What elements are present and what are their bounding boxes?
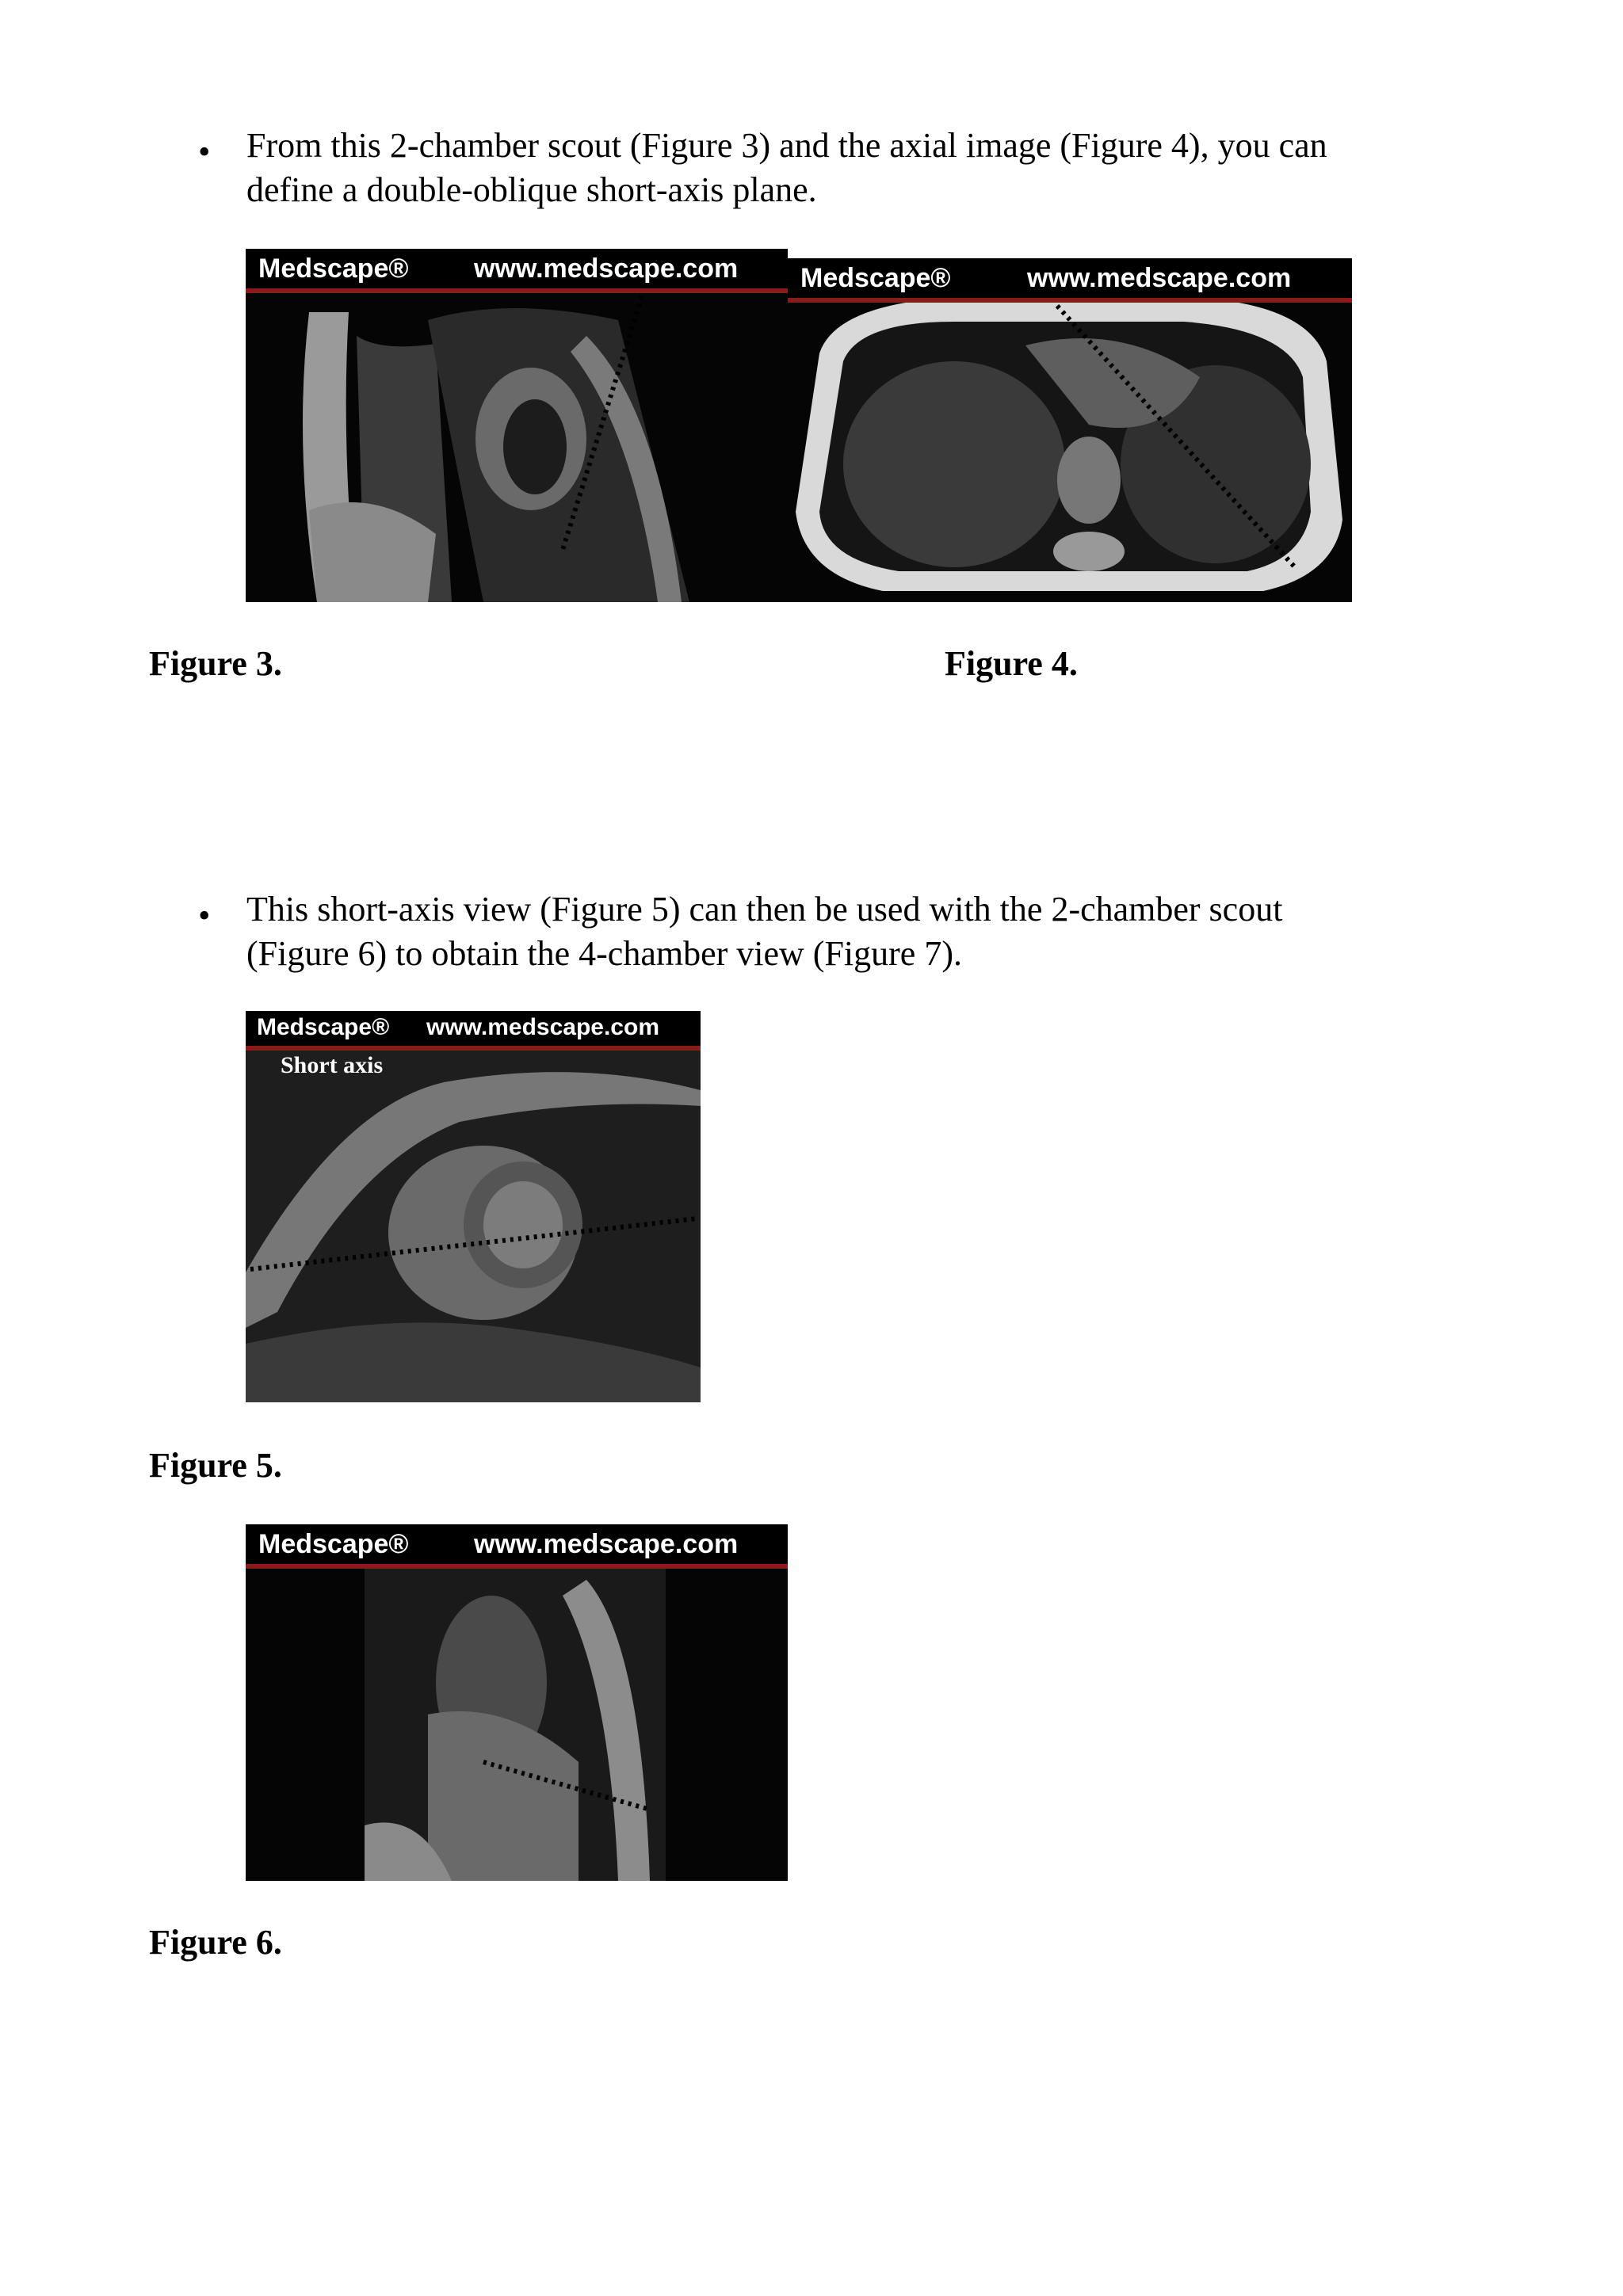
figure-6-banner <box>246 1524 788 1569</box>
figure-6-banner-rule <box>246 1564 788 1569</box>
figure-4-brand: Medscape® <box>800 263 951 293</box>
figure-4-image <box>788 258 1352 602</box>
figure-5-caption: Figure 5. <box>149 1446 282 1485</box>
paragraph-2-line-2: (Figure 6) to obtain the 4-chamber view (Figure 7). <box>246 934 962 973</box>
paragraph-1 <box>246 124 1483 212</box>
figure-3-banner-rule <box>246 288 788 293</box>
figure-5-label: Short axis <box>281 1052 384 1078</box>
figure-4-banner <box>788 258 1352 303</box>
figure-4-caption: Figure 4. <box>945 644 1078 683</box>
paragraph-2 <box>246 887 1483 976</box>
figure-6-caption: Figure 6. <box>149 1923 282 1962</box>
figure-3-caption: Figure 3. <box>149 644 282 683</box>
paragraph-1-line-2: define a double-oblique short-axis plane. <box>246 170 817 209</box>
figure-5-image <box>246 1011 701 1402</box>
figure-5-banner <box>246 1011 701 1051</box>
figure-3-mri <box>246 249 788 602</box>
figure-5-banner-rule <box>246 1046 701 1051</box>
figure-4-mri <box>788 258 1352 602</box>
figure-6-brand: Medscape® <box>258 1529 409 1559</box>
figure-5-url: www.medscape.com <box>426 1014 659 1040</box>
figure-3-banner <box>246 249 788 293</box>
figure-4-banner-rule <box>788 298 1352 303</box>
bullet-marker: • <box>198 132 211 171</box>
figure-6-image <box>246 1524 788 1881</box>
figure-4-url: www.medscape.com <box>1027 263 1292 293</box>
bullet-marker: • <box>198 896 211 935</box>
figure-6-url: www.medscape.com <box>474 1529 739 1559</box>
figure-5-brand: Medscape® <box>257 1014 390 1040</box>
paragraph-2-line-1: This short-axis view (Figure 5) can then be used with the 2-chamber scout <box>246 890 1283 929</box>
figure-3-image <box>246 249 788 602</box>
figure-6-mri <box>246 1524 788 1881</box>
figure-3-url: www.medscape.com <box>474 254 739 284</box>
paragraph-1-line-1: From this 2-chamber scout (Figure 3) and the axial image (Figure 4), you can <box>246 126 1327 165</box>
figure-3-brand: Medscape® <box>258 254 409 284</box>
